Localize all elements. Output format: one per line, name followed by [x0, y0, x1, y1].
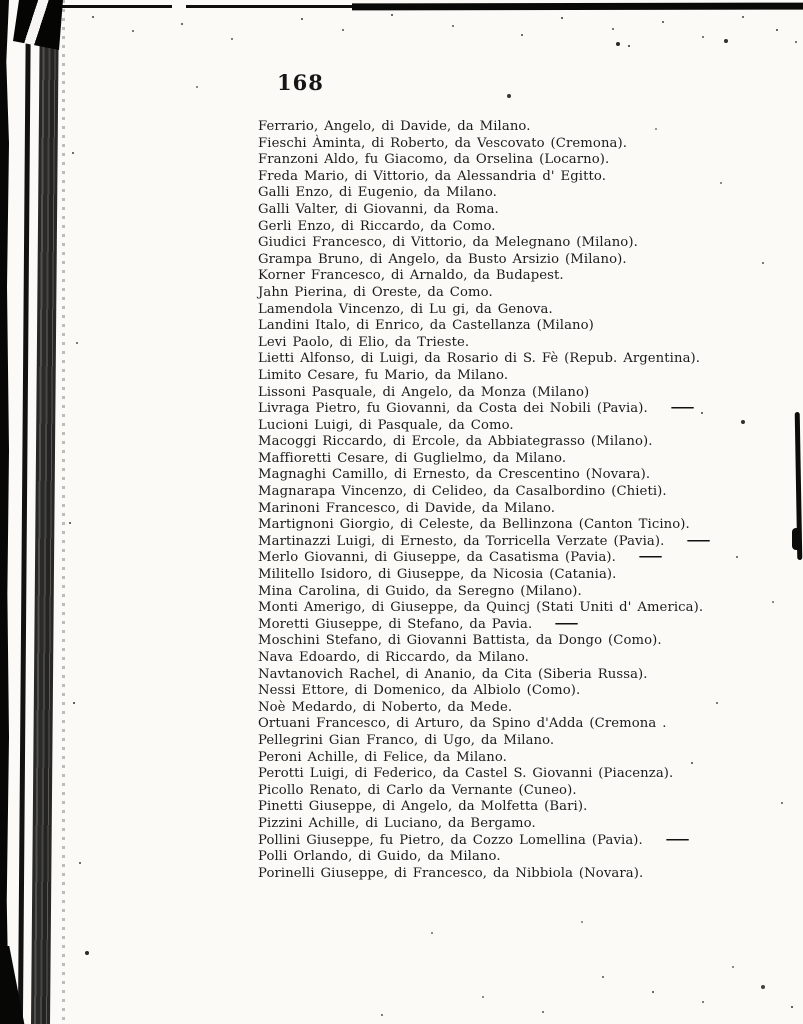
register-entry — [258, 451, 798, 468]
register-entry — [258, 202, 798, 219]
register-entry — [258, 169, 798, 186]
scan-noise-speckles — [0, 0, 2, 2]
register-entry-text: Lamendola Vincenzo, di Lu gi, da Genova. — [258, 301, 553, 317]
register-entry — [258, 733, 798, 750]
register-entry-text: Noè Medardo, di Noberto, da Mede. — [258, 699, 513, 715]
register-entry-text: Pizzini Achille, di Luciano, da Bergamo. — [258, 815, 536, 831]
binding-shadow-dots — [62, 0, 65, 1024]
register-entry — [258, 434, 798, 451]
register-entry — [258, 335, 798, 352]
register-entry — [258, 700, 798, 717]
register-entry — [258, 866, 798, 883]
margin-dash-mark: — — [554, 615, 580, 631]
register-entry-text: Nava Edoardo, di Riccardo, da Milano. — [258, 650, 529, 665]
register-entry-text: Ortuani Francesco, di Arturo, da Spino d'Adda (Cremona . — [258, 716, 667, 732]
register-entry — [258, 617, 798, 634]
register-entry — [258, 219, 798, 236]
register-entry — [258, 534, 798, 551]
binding-shadow-band — [31, 0, 59, 1024]
margin-dash-mark: — — [664, 831, 691, 847]
register-entry — [258, 683, 798, 700]
register-entry-text: Peroni Achille, di Felice, da Milano. — [258, 749, 507, 765]
register-entry — [258, 484, 798, 501]
register-entry-text: Ferrario, Angelo, di Davide, da Milano. — [258, 119, 531, 134]
register-entry-text: Lissoni Pasquale, di Angelo, da Monza (Milano) — [258, 384, 590, 400]
register-entry — [258, 567, 798, 584]
register-entry-text: Fieschi Àminta, di Roberto, da Vescovato (Cremona). — [258, 135, 628, 151]
register-entry-text: Galli Enzo, di Eugenio, da Milano. — [258, 185, 497, 201]
register-entry — [258, 783, 798, 800]
register-entry-text: Porinelli Giuseppe, di Francesco, da Nibbiola (Novara). — [258, 865, 644, 881]
margin-dash-mark: — — [686, 532, 712, 548]
margin-dash-mark: — — [669, 400, 696, 416]
register-entry-text: Grampa Bruno, di Angelo, da Busto Arsizio (Milano). — [258, 251, 627, 267]
scan-top-edge-gap — [172, 4, 186, 10]
register-entry — [258, 716, 798, 733]
register-entry — [258, 467, 798, 484]
register-entry-text: Freda Mario, di Vittorio, da Alessandria d' Egitto. — [258, 168, 607, 184]
register-entry-text: Moschini Stefano, di Giovanni Battista, da Dongo (Como). — [258, 633, 662, 649]
register-entry — [258, 650, 798, 667]
register-entry-text: Militello Isidoro, di Giuseppe, da Nicosia (Catania). — [258, 567, 617, 583]
register-entry-text: Jahn Pierina, di Oreste, da Como. — [258, 284, 493, 300]
register-entry-text: Picollo Renato, di Carlo da Vernante (Cuneo). — [258, 782, 577, 798]
register-entry-text: Levi Paolo, di Elio, da Trieste. — [258, 334, 470, 350]
register-entry — [258, 418, 798, 435]
register-entry-text: Macoggi Riccardo, di Ercole, da Abbiategrasso (Milano). — [258, 434, 653, 450]
register-entry-text: Giudici Francesco, di Vittorio, da Melegnano (Milano). — [258, 235, 638, 251]
register-entry-text: Perotti Luigi, di Federico, da Castel S. Giovanni (Piacenza). — [258, 766, 674, 782]
register-entry-text: Lucioni Luigi, di Pasquale, da Como. — [258, 417, 514, 433]
register-entry-text: Merlo Giovanni, di Giuseppe, da Casatisma (Pavia). — [258, 550, 616, 566]
register-entry — [258, 584, 798, 601]
register-entry — [258, 401, 798, 418]
register-entry — [258, 368, 798, 385]
register-entry — [258, 833, 798, 850]
register-entry-text: Nessi Ettore, di Domenico, da Albiolo (Como). — [258, 683, 581, 699]
register-entry — [258, 633, 798, 650]
register-entry-text: Korner Francesco, di Arnaldo, da Budapest. — [258, 268, 564, 284]
register-entry — [258, 600, 798, 617]
register-entry-text: Navtanovich Rachel, di Ananio, da Cita (Siberia Russa). — [258, 666, 648, 682]
register-entry — [258, 318, 798, 335]
register-entry — [258, 667, 798, 684]
register-entry — [258, 136, 798, 153]
register-entry-text: Pellegrini Gian Franco, di Ugo, da Milano. — [258, 732, 555, 748]
register-entry-text: Magnaghi Camillo, di Ernesto, da Crescentino (Novara). — [258, 467, 651, 483]
register-entry — [258, 235, 798, 252]
register-entry — [258, 766, 798, 783]
register-entry — [258, 517, 798, 534]
binding-shadow-outer — [0, 0, 9, 1024]
register-entry-text: Magnarapa Vincenzo, di Celideo, da Casalbordino (Chieti). — [258, 484, 667, 500]
register-entry-text: Mina Carolina, di Guido, da Seregno (Milano). — [258, 583, 582, 599]
register-entry — [258, 302, 798, 319]
register-entry-text: Moretti Giuseppe, di Stefano, da Pavia. — [258, 616, 533, 632]
register-entry — [258, 351, 798, 368]
register-entry-text: Gerli Enzo, di Riccardo, da Como. — [258, 218, 496, 234]
register-entry-text: Galli Valter, di Giovanni, da Roma. — [258, 201, 499, 217]
register-entry — [258, 550, 798, 567]
register-entry-text: Martinazzi Luigi, di Ernesto, da Torricella Verzate (Pavia). — [258, 533, 665, 549]
binding-shadow-line — [18, 0, 31, 1024]
scan-corner-blob-top-left — [13, 0, 63, 50]
register-entry — [258, 268, 798, 285]
register-entry-text: Pollini Giuseppe, fu Pietro, da Cozzo Lomellina (Pavia). — [258, 832, 643, 848]
register-entry — [258, 252, 798, 269]
register-entry — [258, 849, 798, 866]
margin-dash-mark: — — [638, 549, 664, 565]
register-entry-text: Pinetti Giuseppe, di Angelo, da Molfetta (Bari). — [258, 799, 588, 815]
entry-list — [258, 119, 798, 882]
register-entry — [258, 501, 798, 518]
register-entry-text: Monti Amerigo, di Giuseppe, da Quincj (Stati Uniti d' America). — [258, 600, 704, 616]
register-entry-text: Landini Italo, di Enrico, da Castellanza (Milano) — [258, 318, 594, 334]
register-entry-text: Livraga Pietro, fu Giovanni, da Costa dei Nobili (Pavia). — [258, 401, 648, 417]
register-entry — [258, 285, 798, 302]
register-entry — [258, 816, 798, 833]
register-entry — [258, 185, 798, 202]
register-entry-text: Franzoni Aldo, fu Giacomo, da Orselina (Locarno). — [258, 152, 610, 168]
register-entry-text: Maffioretti Cesare, di Guglielmo, da Milano. — [258, 450, 567, 466]
scan-top-edge-thick-segment — [352, 3, 803, 11]
register-entry — [258, 750, 798, 767]
register-entry-text: Marinoni Francesco, di Davide, da Milano. — [258, 500, 556, 516]
register-entry — [258, 119, 798, 136]
register-entry — [258, 799, 798, 816]
register-entry — [258, 385, 798, 402]
register-entry-text: Limito Cesare, fu Mario, da Milano. — [258, 367, 509, 383]
register-entry-text: Lietti Alfonso, di Luigi, da Rosario di S. Fè (Repub. Argentina). — [258, 351, 701, 367]
page-number: 168 — [277, 70, 324, 95]
register-entry-text: Martignoni Giorgio, di Celeste, da Bellinzona (Canton Ticino). — [258, 517, 690, 533]
register-entry-text: Polli Orlando, di Guido, da Milano. — [258, 849, 501, 865]
register-entry — [258, 152, 798, 169]
